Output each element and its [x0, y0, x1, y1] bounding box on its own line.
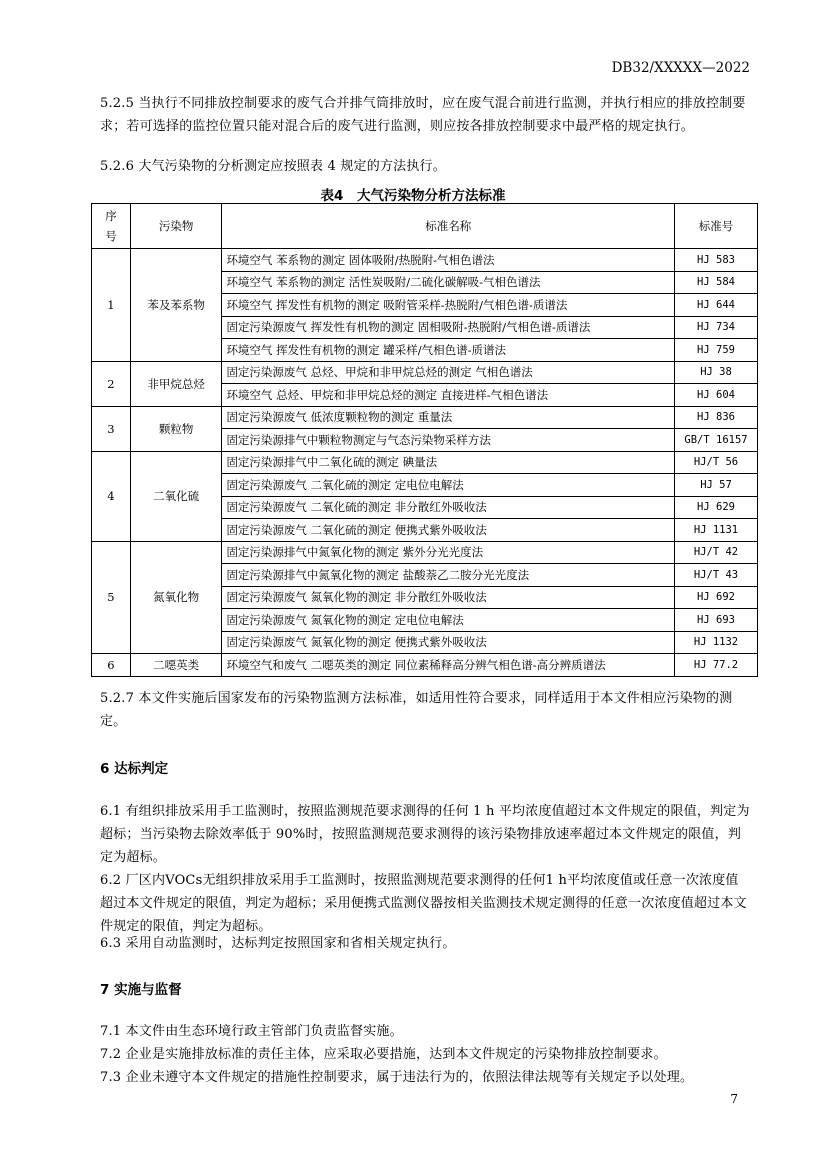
row-seq: 6 — [92, 654, 131, 677]
row-standard-name: 环境空气和废气 二噁英类的测定 同位素稀释高分辨气相色谱-高分辨质谱法 — [222, 654, 675, 677]
row-standard-name: 固定污染源废气 氮氧化物的测定 非分散红外吸收法 — [222, 586, 675, 609]
paragraph-5-2-6: 5.2.6 大气污染物的分析测定应按照表 4 规定的方法执行。 — [100, 159, 446, 174]
row-standard-code: HJ/T 56 — [675, 451, 758, 474]
row-pollutant: 非甲烷总烃 — [130, 361, 222, 406]
row-standard-code: HJ 629 — [675, 496, 758, 519]
paragraph-6-2: 6.2 厂区内VOCs无组织排放采用手工监测时，按照监测规范要求测得的任何1 h平均浓度值或任意一次浓度值超过本文件规定的限值，判定为超标；采用便携式监测仪器按相关监测技术规定测得的任意一次浓度值超过本文件规定的限值，判定为超标。 — [100, 873, 747, 934]
row-standard-code: HJ 693 — [675, 609, 758, 632]
paragraph-7-3: 7.3 企业未遵守本文件规定的措施性控制要求，属于违法行为的，依照法律法规等有关规定予以处理。 — [100, 1070, 694, 1085]
row-standard-code: HJ 1132 — [675, 631, 758, 654]
row-standard-name: 固定污染源废气 二氧化硫的测定 便携式紫外吸收法 — [222, 519, 675, 542]
row-standard-code: HJ 583 — [675, 249, 758, 272]
row-standard-code: HJ/T 43 — [675, 564, 758, 587]
paragraph-5-2-7: 5.2.7 本文件实施后国家发布的污染物监测方法标准，如适用性符合要求，同样适用于本文件相应污染物的测定。 — [100, 691, 733, 729]
row-standard-name: 固定污染源排气中氮氧化物的测定 盐酸萘乙二胺分光光度法 — [222, 564, 675, 587]
row-standard-code: HJ 692 — [675, 586, 758, 609]
row-standard-name: 固定污染源废气 总烃、甲烷和非甲烷总烃的测定 气相色谱法 — [222, 361, 675, 384]
row-standard-code: HJ 57 — [675, 474, 758, 497]
table-header-row — [92, 204, 758, 249]
row-standard-name: 固定污染源废气 二氧化硫的测定 定电位电解法 — [222, 474, 675, 497]
table-caption: 表4 大气污染物分析方法标准 — [320, 188, 506, 204]
row-pollutant: 二氧化硫 — [130, 451, 222, 541]
table-row — [92, 361, 758, 384]
row-standard-code: HJ 77.2 — [675, 654, 758, 677]
row-seq: 5 — [92, 541, 131, 654]
row-pollutant: 氮氧化物 — [130, 541, 222, 654]
row-seq: 2 — [92, 361, 131, 406]
header-seq: 序号 — [92, 204, 131, 249]
paragraph-5-2-5: 5.2.5 当执行不同排放控制要求的废气合并排气筒排放时，应在废气混合前进行监测，并执行相应的排放控制要求；若可选择的监控位置只能对混合后的废气进行监测，则应按各排放控制要求中最严格的规定执行。 — [100, 96, 746, 134]
row-standard-name: 固定污染源排气中氮氧化物的测定 紫外分光光度法 — [222, 541, 675, 564]
row-standard-code: HJ 836 — [675, 406, 758, 429]
row-standard-name: 固定污染源废气 挥发性有机物的测定 固相吸附-热脱附/气相色谱-质谱法 — [222, 316, 675, 339]
row-standard-name: 环境空气 苯系物的测定 固体吸附/热脱附-气相色谱法 — [222, 249, 675, 272]
paragraph-6-1: 6.1 有组织排放采用手工监测时，按照监测规范要求测得的任何 1 h 平均浓度值超过本文件规定的限值，判定为超标；当污染物去除效率低于 90%时，按照监测规范要求测得的该污染物排放速率超过本文件规定的限值，判定为超标。 — [100, 804, 750, 865]
table-row — [92, 541, 758, 564]
row-standard-code: HJ 584 — [675, 271, 758, 294]
row-standard-code: HJ 734 — [675, 316, 758, 339]
standards-table — [91, 203, 758, 677]
row-standard-code: HJ 604 — [675, 384, 758, 407]
table-row — [92, 406, 758, 429]
row-seq: 3 — [92, 406, 131, 451]
row-standard-name: 固定污染源废气 低浓度颗粒物的测定 重量法 — [222, 406, 675, 429]
row-seq: 4 — [92, 451, 131, 541]
row-standard-code: HJ/T 42 — [675, 541, 758, 564]
row-standard-code: GB/T 16157 — [675, 429, 758, 452]
row-standard-name: 固定污染源废气 氮氧化物的测定 定电位电解法 — [222, 609, 675, 632]
page-number: 7 — [730, 1092, 738, 1106]
row-standard-name: 固定污染源排气中颗粒物测定与气态污染物采样方法 — [222, 429, 675, 452]
row-pollutant: 二噁英类 — [130, 654, 222, 677]
row-standard-code: HJ 759 — [675, 339, 758, 362]
document-code: DB32/XXXXX—2022 — [611, 60, 750, 76]
row-standard-name: 固定污染源排气中二氧化硫的测定 碘量法 — [222, 451, 675, 474]
row-pollutant: 颗粒物 — [130, 406, 222, 451]
row-standard-name: 环境空气 苯系物的测定 活性炭吸附/二硫化碳解吸-气相色谱法 — [222, 271, 675, 294]
paragraph-6-3: 6.3 采用自动监测时，达标判定按照国家和省相关规定执行。 — [100, 936, 456, 951]
row-standard-name: 固定污染源废气 二氧化硫的测定 非分散红外吸收法 — [222, 496, 675, 519]
header-standard-code: 标准号 — [675, 204, 758, 249]
row-pollutant: 苯及苯系物 — [130, 249, 222, 362]
header-pollutant: 污染物 — [130, 204, 222, 249]
table-row — [92, 654, 758, 677]
row-standard-name: 环境空气 挥发性有机物的测定 吸附管采样-热脱附/气相色谱-质谱法 — [222, 294, 675, 317]
section-7-heading: 7 实施与监督 — [100, 982, 182, 998]
row-standard-code: HJ 644 — [675, 294, 758, 317]
row-standard-code: HJ 38 — [675, 361, 758, 384]
paragraph-7-2: 7.2 企业是实施排放标准的责任主体，应采取必要措施，达到本文件规定的污染物排放控制要求。 — [100, 1047, 667, 1062]
row-standard-name: 环境空气 挥发性有机物的测定 罐采样/气相色谱-质谱法 — [222, 339, 675, 362]
section-6-heading: 6 达标判定 — [100, 761, 169, 777]
header-standard-name: 标准名称 — [222, 204, 675, 249]
row-seq: 1 — [92, 249, 131, 362]
table-row — [92, 451, 758, 474]
table-row — [92, 249, 758, 272]
paragraph-7-1: 7.1 本文件由生态环境行政主管部门负责监督实施。 — [100, 1024, 403, 1039]
row-standard-code: HJ 1131 — [675, 519, 758, 542]
row-standard-name: 固定污染源废气 氮氧化物的测定 便携式紫外吸收法 — [222, 631, 675, 654]
row-standard-name: 环境空气 总烃、甲烷和非甲烷总烃的测定 直接进样-气相色谱法 — [222, 384, 675, 407]
